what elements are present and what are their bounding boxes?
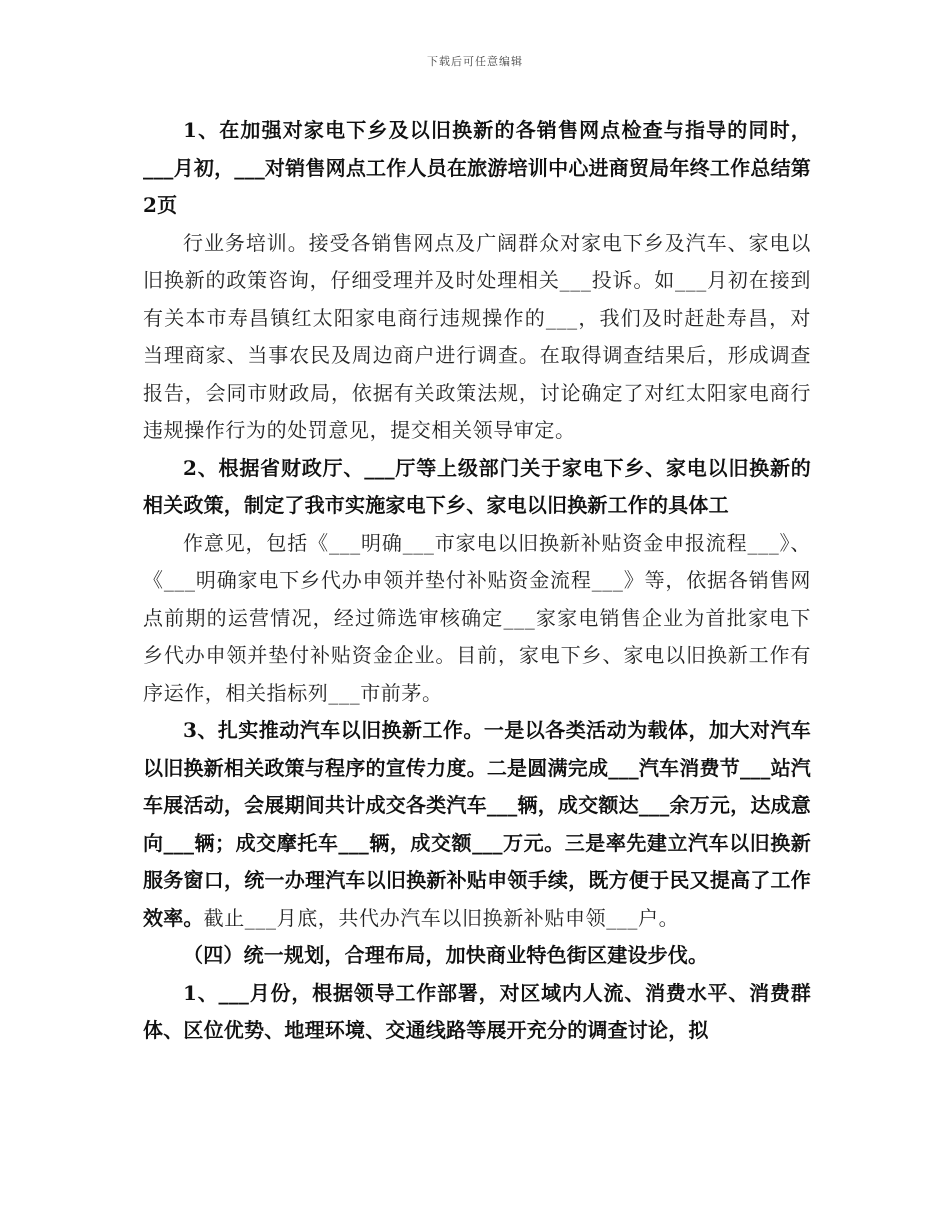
paragraph-3: 2、根据省财政厅、___厅等上级部门关于家电下乡、家电以旧换新的相关政策，制定了我市实施家电下乡、家电以旧换新工作的具体工 — [143, 455, 811, 517]
page-header-note: 下载后可任意编辑 — [427, 55, 523, 68]
paragraph-5 — [143, 712, 811, 937]
paragraph-5-bold-part: 3、扎实推动汽车以旧换新工作。一是以各类活动为载体，加大对汽车以旧换新相关政策与程序的宣传力度。二是圆满完成___汽车消费节___站汽车展活动，会展期间共计成交各类汽车___辆，成交额达___余万元，达成意向___辆；成交摩托车___辆，成交额___万元。三是率先建立汽车以旧换新服务窗口，统一办理汽车以旧换新补贴申领手续，既方便于民又提高了工作效率。 — [143, 718, 811, 930]
paragraph-4: 作意见，包括《___明确___市家电以旧换新补贴资金申报流程___》、《___明确家电下乡代办申领并垫付补贴资金流程___》等，依据各销售网点前期的运营情况，经过筛选审核确定___家家电销售企业为首批家电下乡代办申领并垫付补贴资金企业。目前，家电下乡、家电以旧换新工作有序运作，相关指标列___市前茅。 — [143, 530, 811, 705]
paragraph-7: 1、___月份，根据领导工作部署，对区域内人流、消费水平、消费群体、区位优势、地理环境、交通线路等展开充分的调查讨论，拟 — [143, 980, 811, 1042]
document-body — [143, 112, 811, 1050]
paragraph-1: 1、在加强对家电下乡及以旧换新的各销售网点检查与指导的同时，___月初，___对销售网点工作人员在旅游培训中心进商贸局年终工作总结第2页 — [143, 118, 811, 217]
paragraph-section-heading: （四）统一规划，合理布局，加快商业特色街区建设步伐。 — [183, 943, 709, 967]
paragraph-2: 行业务培训。接受各销售网点及广阔群众对家电下乡及汽车、家电以旧换新的政策咨询，仔细受理并及时处理相关___投诉。如___月初在接到有关本市寿昌镇红太阳家电商行违规操作的___，我们及时赶赴寿昌，对当理商家、当事农民及周边商户进行调查。在取得调查结果后，形成调查报告，会同市财政局，依据有关政策法规，讨论确定了对红太阳家电商行违规操作行为的处罚意见，提交相关领导审定。 — [143, 230, 811, 442]
paragraph-5-regular-part: 截止___月底，共代办汽车以旧换新补贴申领___户。 — [203, 905, 680, 930]
